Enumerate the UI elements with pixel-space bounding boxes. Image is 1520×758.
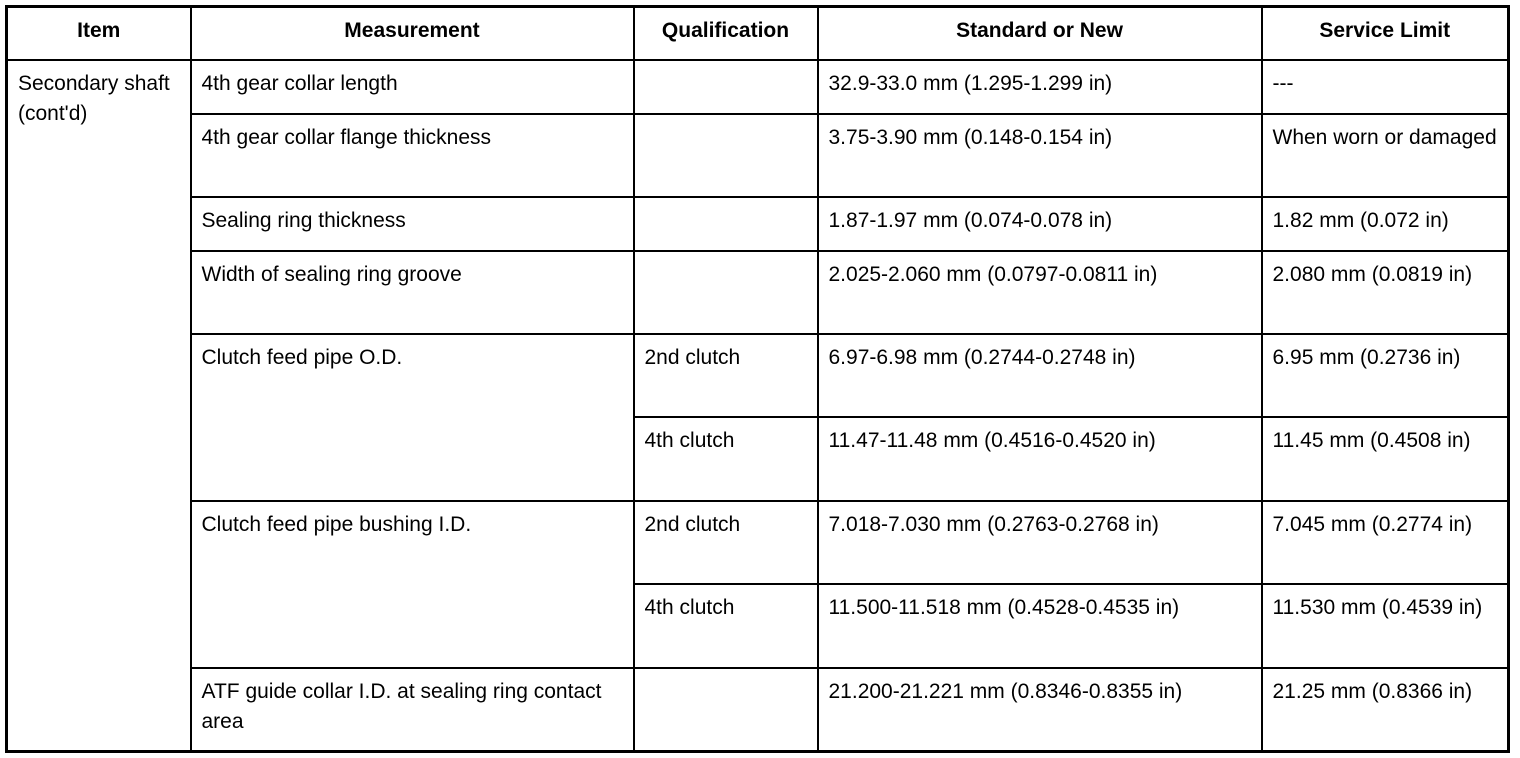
service-limit-cell: 2.080 mm (0.0819 in) <box>1262 251 1509 334</box>
measurement-cell: Clutch feed pipe O.D. <box>191 334 634 501</box>
header-qualification: Qualification <box>634 7 818 60</box>
header-standard: Standard or New <box>818 7 1262 60</box>
table-row <box>7 60 1509 114</box>
measurement-cell: 4th gear collar length <box>191 60 634 114</box>
qualification-cell <box>634 668 818 752</box>
qualification-cell <box>634 60 818 114</box>
standard-cell: 11.500-11.518 mm (0.4528-0.4535 in) <box>818 584 1262 668</box>
service-limit-cell: 7.045 mm (0.2774 in) <box>1262 501 1509 584</box>
qualification-cell <box>634 251 818 334</box>
service-limit-cell: When worn or damaged <box>1262 114 1509 197</box>
spec-table <box>5 5 1510 753</box>
table-row <box>7 114 1509 197</box>
measurement-cell: 4th gear collar flange thickness <box>191 114 634 197</box>
qualification-cell: 4th clutch <box>634 417 818 501</box>
service-limit-cell: 11.530 mm (0.4539 in) <box>1262 584 1509 668</box>
qualification-cell: 4th clutch <box>634 584 818 668</box>
table-row <box>7 668 1509 752</box>
standard-cell: 1.87-1.97 mm (0.074-0.078 in) <box>818 197 1262 251</box>
measurement-cell: Sealing ring thickness <box>191 197 634 251</box>
standard-cell: 7.018-7.030 mm (0.2763-0.2768 in) <box>818 501 1262 584</box>
table-row <box>7 501 1509 584</box>
service-limit-cell: 6.95 mm (0.2736 in) <box>1262 334 1509 417</box>
table-row <box>7 197 1509 251</box>
header-row <box>7 7 1509 60</box>
standard-cell: 2.025-2.060 mm (0.0797-0.0811 in) <box>818 251 1262 334</box>
measurement-cell: Width of sealing ring groove <box>191 251 634 334</box>
qualification-cell: 2nd clutch <box>634 334 818 417</box>
header-item: Item <box>7 7 191 60</box>
service-limit-cell: 1.82 mm (0.072 in) <box>1262 197 1509 251</box>
standard-cell: 32.9-33.0 mm (1.295-1.299 in) <box>818 60 1262 114</box>
measurement-cell: ATF guide collar I.D. at sealing ring contact area <box>191 668 634 752</box>
service-limit-cell: --- <box>1262 60 1509 114</box>
qualification-cell <box>634 114 818 197</box>
qualification-cell: 2nd clutch <box>634 501 818 584</box>
standard-cell: 3.75-3.90 mm (0.148-0.154 in) <box>818 114 1262 197</box>
standard-cell: 6.97-6.98 mm (0.2744-0.2748 in) <box>818 334 1262 417</box>
service-limit-cell: 21.25 mm (0.8366 in) <box>1262 668 1509 752</box>
qualification-cell <box>634 197 818 251</box>
table-row <box>7 251 1509 334</box>
measurement-cell: Clutch feed pipe bushing I.D. <box>191 501 634 668</box>
header-service-limit: Service Limit <box>1262 7 1509 60</box>
standard-cell: 11.47-11.48 mm (0.4516-0.4520 in) <box>818 417 1262 501</box>
standard-cell: 21.200-21.221 mm (0.8346-0.8355 in) <box>818 668 1262 752</box>
item-cell: Secondary shaft (cont'd) <box>7 60 191 752</box>
table-row <box>7 334 1509 417</box>
header-measurement: Measurement <box>191 7 634 60</box>
service-limit-cell: 11.45 mm (0.4508 in) <box>1262 417 1509 501</box>
